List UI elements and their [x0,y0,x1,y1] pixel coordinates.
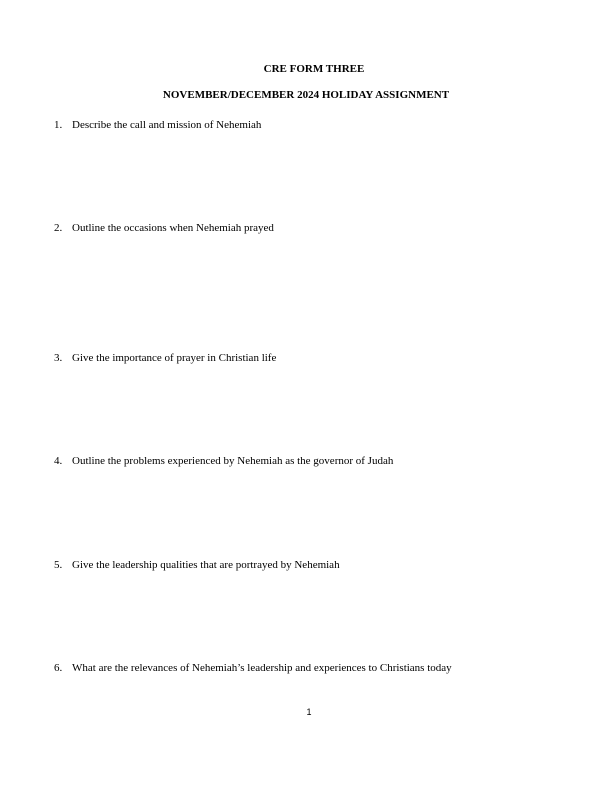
question-number: 3. [54,352,63,364]
question-number: 4. [54,455,63,467]
question-item [54,222,274,235]
question-item [54,662,452,675]
question-item [54,352,276,365]
question-text: Outline the occasions when Nehemiah prayed [72,222,274,234]
question-number: 1. [54,119,63,131]
question-text: What are the relevances of Nehemiah’s leadership and experiences to Christians today [72,662,452,674]
question-number: 2. [54,222,63,234]
question-number: 6. [54,662,63,674]
question-item [54,559,340,572]
question-text: Give the importance of prayer in Christian life [72,352,277,364]
question-item [54,119,261,132]
document-subtitle: NOVEMBER/DECEMBER 2024 HOLIDAY ASSIGNMENT [162,89,450,101]
page-number: 1 [306,707,312,717]
question-number: 5. [54,559,63,571]
document-title: CRE FORM THREE [263,63,365,75]
question-text: Outline the problems experienced by Nehemiah as the governor of Judah [72,455,394,467]
question-text: Describe the call and mission of Nehemiah [72,119,262,131]
question-text: Give the leadership qualities that are portrayed by Nehemiah [72,559,340,571]
question-item [54,455,393,468]
